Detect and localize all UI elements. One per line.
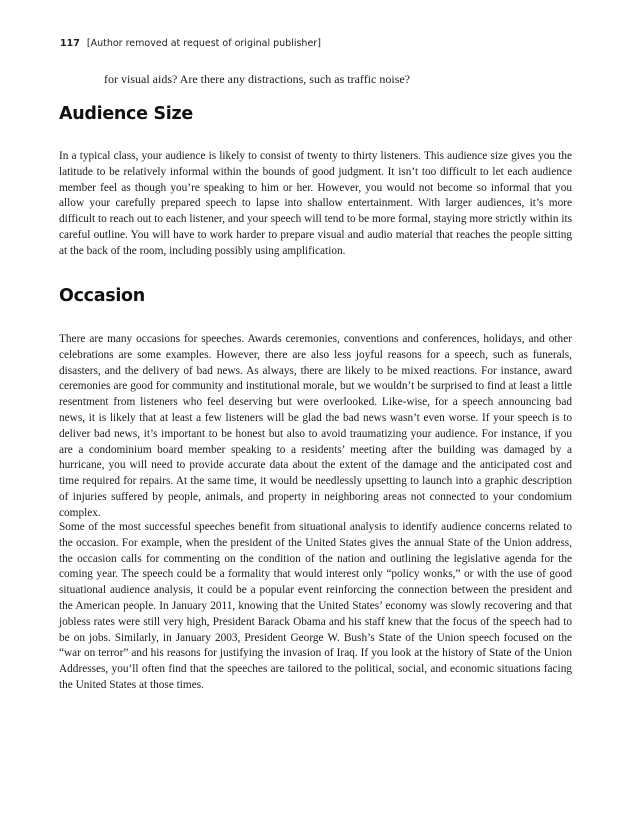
continued-line: for visual aids? Are there any distractions, such as traffic noise? (104, 72, 411, 86)
running-header (60, 38, 321, 49)
section-heading-occasion: Occasion (59, 286, 145, 306)
section-heading-audience-size: Audience Size (59, 104, 193, 124)
page-number: 117 (60, 38, 80, 49)
paragraph-audience-size: In a typical class, your audience is likely to consist of twenty to thirty listeners. This audience size gives you the latitude to be relatively informal within the bounds of good judgment. It isn’t too difficult to let each audience member feel as though you’re speaking to him or her. However, you would not become so informal that you allow your carefully prepared speech to lapse into shallow entertainment. With larger audiences, it’s more difficult to reach out to each listener, and your speech will tend to be more formal, staying more strictly within its careful outline. You will have to work harder to prepare visual and audio material that reaches the people sitting at the back of the room, including possibly using amplification. (59, 150, 572, 257)
running-title: [Author removed at request of original publisher] (86, 38, 321, 49)
paragraph-occasion-1: There are many occasions for speeches. Awards ceremonies, conventions and conferences, holidays, and other celebrations are some examples. However, there are also less joyful reasons for a speech, such as funerals, disasters, and the delivery of bad news. As always, there are likely to be mixed reactions. For instance, award ceremonies are good for community and institutional morale, but we wouldn’t be surprised to find at least a little resentment from listeners who feel deserving but were overlooked. Like-wise, for a speech announcing bad news, it is likely that at least a few listeners will be glad the bad news wasn’t even worse. If your speech is to deliver bad news, it’s important to be honest but also to avoid traumatizing your audience. For instance, if you are a condominium board member speaking to a residents’ meeting after the building was damaged by a hurricane, you will need to provide accurate data about the extent of the damage and the anticipated cost and time required for repairs. At the same time, it would be needlessly upsetting to launch into a graphic description of injuries suffered by people, animals, and property in neighboring areas not connected to your condomium complex. (59, 333, 572, 519)
paragraph-occasion-2: Some of the most successful speeches benefit from situational analysis to identify audience concerns related to the occasion. For example, when the president of the United States gives the annual State of the Union address, the occasion calls for commenting on the condition of the nation and outlining the legislative agenda for the coming year. The speech could be a formality that would interest only “policy wonks,” or with the use of good situational audience analysis, it could be a popular event reinforcing the connection between the president and the American people. In January 2011, knowing that the United States’ economy was slowly recovering and that jobless rates were still very high, President Barack Obama and his staff knew that the focus of the speech had to be on jobs. Similarly, in January 2003, President George W. Bush’s State of the Union speech focused on the “war on terror” and his reasons for justifying the invasion of Iraq. If you look at the history of State of the Union Addresses, you’ll often find that the speeches are tailored to the political, social, and economic situations facing the United States at those times. (59, 521, 572, 691)
